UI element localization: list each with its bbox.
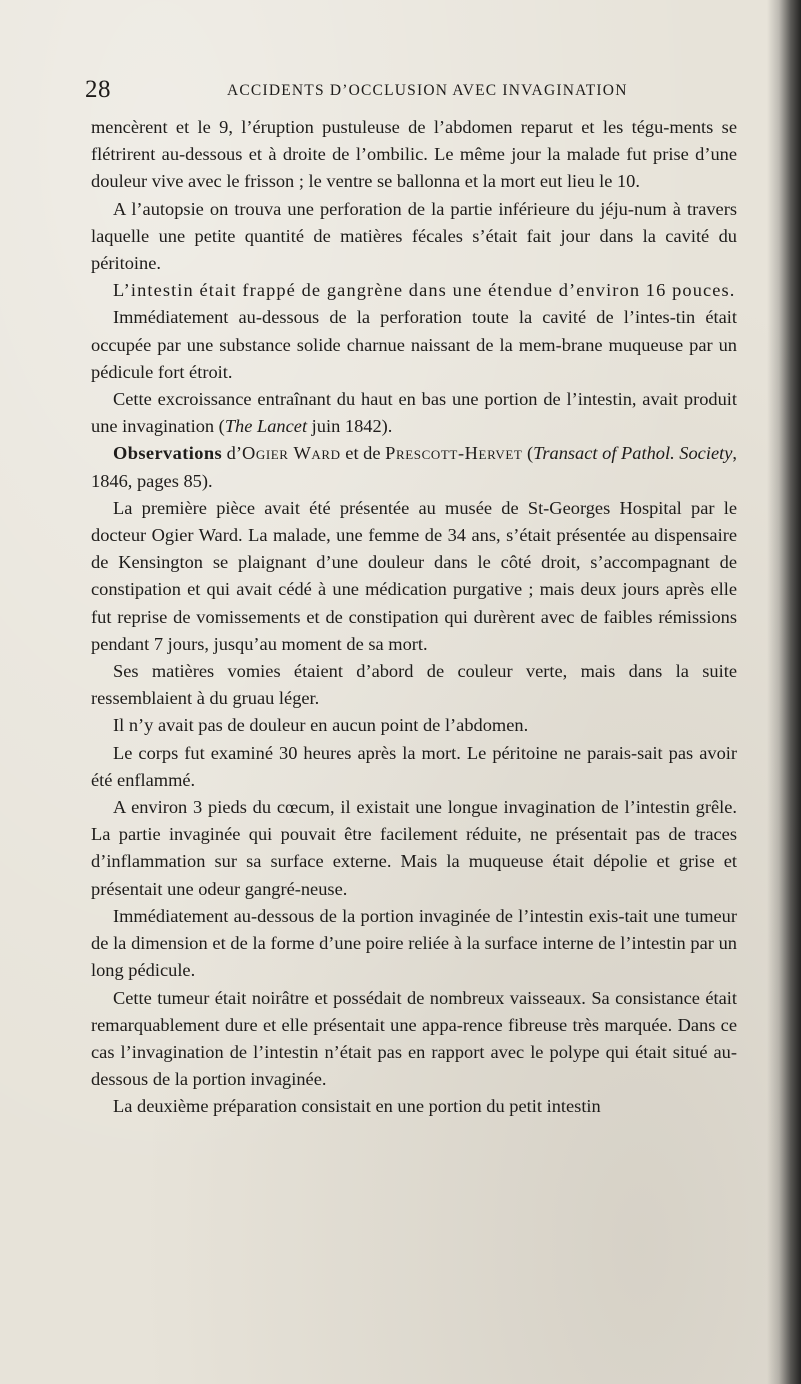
paragraph-first-specimen xyxy=(91,495,737,658)
text-segment: Il n’y avait pas de douleur en aucun point de l’abdomen. xyxy=(113,715,529,736)
text-segment: Immédiatement au-dessous de la portion invaginée de l’intestin exis-tait une tumeur de la dimension et de la forme d’une poire reliée à la surface interne de l’intestin par un long pédicule. xyxy=(91,905,737,981)
paragraph-tumour-description xyxy=(91,985,737,1094)
running-title: ACCIDENTS D’OCCLUSION AVEC INVAGINATION xyxy=(227,82,628,99)
text-segment: A l’autopsie on trouva une perforation de la partie inférieure du jéju-num à travers laquelle une petite quantité de matières fécales s’était fait jour dans la cavité du péritoine. xyxy=(91,198,737,274)
paragraph-tumour xyxy=(91,903,737,985)
page-header xyxy=(85,76,725,104)
text-segment: Immédiatement au-dessous de la perforation toute la cavité de l’intes-tin était occupée par une substance solide charnue naissant de la mem-brane muqueuse par un pédicule fort étroit. xyxy=(91,307,737,382)
section-lead: Observations xyxy=(113,443,223,464)
text-segment: Ses matières vomies étaient d’abord de couleur verte, mais dans la suite ressemblaient à du gruau léger. xyxy=(91,661,737,709)
text-segment: mencèrent et le 9, l’éruption pustuleuse de l’abdomen reparut et les tégu-ments se flétrirent au-dessous et à droite de l’ombilic. Le même jour la malade fut prise d’une douleur vive avec le frisson ; le ventre se ballonna et la mort eut lieu le 10. xyxy=(91,117,737,192)
paragraph-examination xyxy=(91,740,737,794)
text-segment: Cette excroissance entraînant du haut en bas une portion de l’intestin, avait produit une invagination ( xyxy=(91,389,737,437)
body-text xyxy=(91,114,737,1121)
citation-journal: The Lancet xyxy=(224,416,308,437)
paragraph-gangrene xyxy=(91,277,737,304)
paragraph-second-specimen xyxy=(91,1093,737,1120)
text-segment: juin 1842). xyxy=(307,416,393,437)
paragraph-excrescence xyxy=(91,386,737,440)
page-number: 28 xyxy=(85,76,111,103)
text-segment: L’intestin était frappé de gangrène dans une étendue d’environ 16 pouces. xyxy=(113,280,736,301)
text-segment: Le corps fut examiné 30 heures après la mort. Le péritoine ne parais-sait pas avoir été enflammé. xyxy=(91,742,737,790)
paragraph-below-perforation xyxy=(91,304,737,386)
text-segment: d’ xyxy=(222,443,242,464)
paragraph-vomit xyxy=(91,658,737,712)
paragraph-continued xyxy=(91,114,737,196)
binding-shadow xyxy=(767,0,801,1384)
text-segment: La première pièce avait été présentée au musée de St-Georges Hospital par le docteur Ogier Ward. La malade, une femme de 34 ans, s’était présentée au dispensaire de Kensington se plaignant d’une douleur dans le côté droit, s’accompagnant de constipation et qui avait cédé à une médication purgative ; mais deux jours après elle fut reprise de vomissements et de constipation qui durèrent avec de faibles rémissions pendant 7 jours, jusqu’au moment de sa mort. xyxy=(91,497,737,654)
text-segment: Cette tumeur était noirâtre et possédait de nombreux vaisseaux. Sa consistance était remarquablement dure et elle présentait une appa-rence fibreuse très marquée. Dans ce cas l’invagination de l’intestin n’était pas en rapport avec le polype qui était situé au-dessous de la portion invaginée. xyxy=(91,987,737,1090)
paragraph-no-pain xyxy=(91,712,737,739)
paragraph-invagination xyxy=(91,794,737,903)
text-segment: A environ 3 pieds du cœcum, il existait une longue invagination de l’intestin grêle. La partie invaginée qui pouvait être facilement réduite, ne présentait pas de traces d’inflammation sur sa surface externe. Mais la muqueuse était dépolie et grise et présentait une odeur gangré-neuse. xyxy=(91,797,737,899)
paragraph-observations-heading xyxy=(91,440,737,494)
author-name: Ogier Ward xyxy=(241,443,341,464)
author-name: Prescott-Hervet xyxy=(385,443,523,464)
text-segment: La deuxième préparation consistait en une portion du petit intestin xyxy=(113,1096,601,1117)
citation-journal: Transact of Pathol. Society xyxy=(533,443,733,464)
text-segment: ( xyxy=(522,443,534,464)
paragraph-autopsy xyxy=(91,196,737,278)
text-segment: et de xyxy=(340,443,386,464)
text-segment: , 1846, pages 85). xyxy=(91,443,737,491)
